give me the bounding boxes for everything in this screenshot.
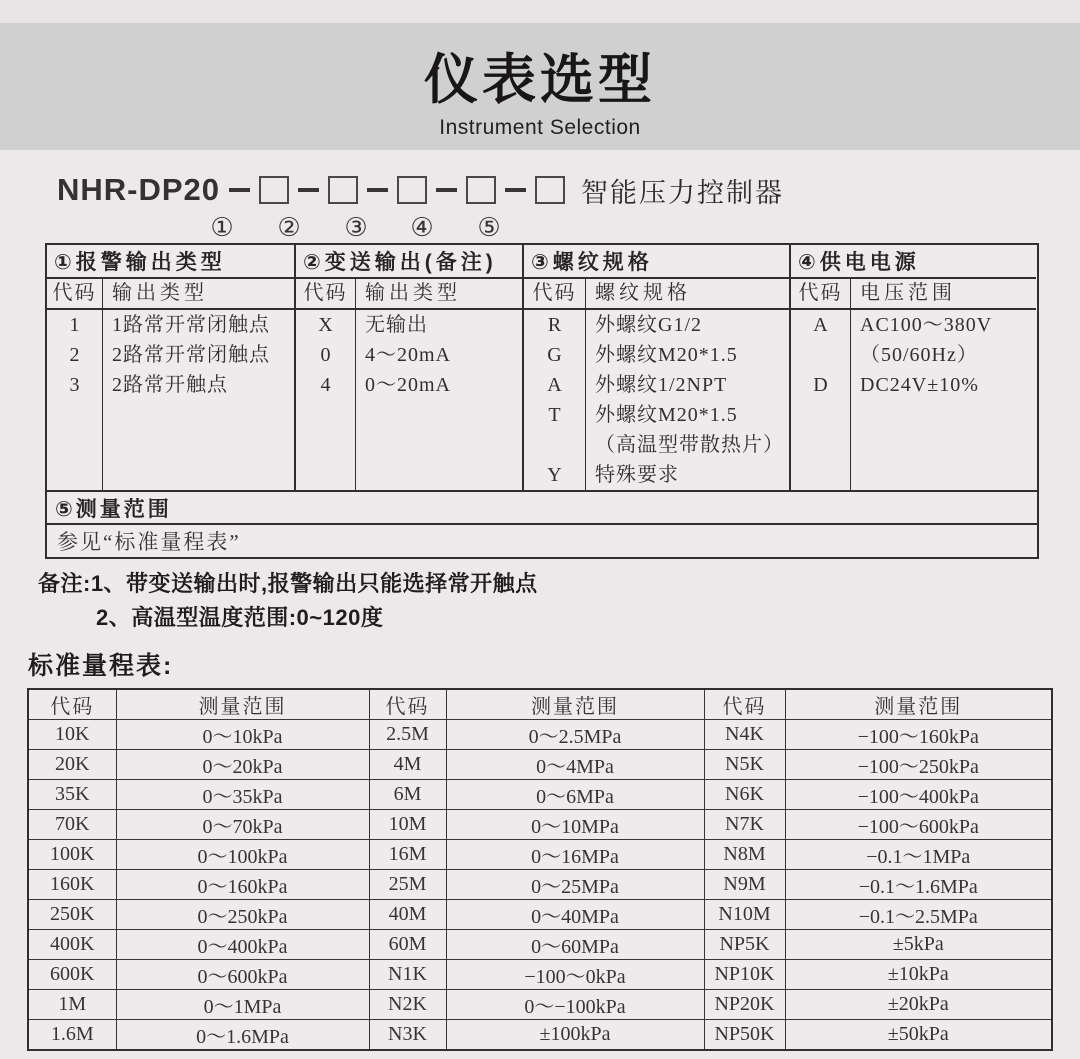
range-cell: −100～0kPa	[446, 960, 704, 990]
code-cell: 60M	[369, 930, 446, 960]
code-cell: 6M	[369, 780, 446, 810]
code-header: 代码	[28, 689, 116, 720]
code-header: 代码	[47, 279, 103, 308]
range-cell: 0～10kPa	[116, 720, 369, 750]
range-table-row	[28, 720, 1052, 750]
dash-separator	[367, 188, 388, 192]
range-cell: −0.1～1.6MPa	[785, 870, 1052, 900]
range-table-row	[28, 960, 1052, 990]
code-cell: 1.6M	[28, 1020, 116, 1051]
model-suffix: 智能压力控制器	[581, 177, 785, 208]
page-subtitle: Instrument Selection	[439, 116, 641, 139]
code-cell: 400K	[28, 930, 116, 960]
range-table-row	[28, 780, 1052, 810]
code-cell: G	[547, 344, 562, 366]
range-cell: 0～16MPa	[446, 840, 704, 870]
range-cell: 0～2.5MPa	[446, 720, 704, 750]
code-cell: 70K	[28, 810, 116, 840]
code-cell: N8M	[704, 840, 785, 870]
range-cell: 0～1.6MPa	[116, 1020, 369, 1051]
selection-column-4	[789, 245, 1036, 490]
range-cell: ±10kPa	[785, 960, 1052, 990]
model-code-box-3	[397, 176, 427, 204]
value-cells	[851, 310, 1036, 490]
range-table-row	[28, 750, 1052, 780]
dash-separator	[229, 188, 250, 192]
model-code-box-2	[328, 176, 358, 204]
code-cell: 2.5M	[369, 720, 446, 750]
range-table-row	[28, 1020, 1052, 1051]
model-prefix: NHR-DP20	[57, 172, 221, 207]
code-cell: N5K	[704, 750, 785, 780]
position-number-2: ②	[277, 212, 301, 242]
code-cells	[296, 310, 356, 490]
value-cell: 2路常开触点	[112, 374, 228, 396]
range-table-header-row	[28, 689, 1052, 720]
range-header: 测量范围	[785, 689, 1052, 720]
range-cell: −100～250kPa	[785, 750, 1052, 780]
range-cell: −100～600kPa	[785, 810, 1052, 840]
value-header: 电压范围	[860, 282, 956, 304]
code-cell: 10K	[28, 720, 116, 750]
code-cell	[791, 340, 850, 370]
range-cell: 0～40MPa	[446, 900, 704, 930]
range-cell: ±50kPa	[785, 1020, 1052, 1051]
note-line-1: 备注:1、带变送输出时,报警输出只能选择常开触点	[38, 571, 538, 596]
value-cell: 外螺纹1/2NPT	[595, 374, 728, 396]
range-table-row	[28, 990, 1052, 1020]
selection-column-3	[522, 245, 789, 490]
range-cell: 0～4MPa	[446, 750, 704, 780]
position-number-1: ①	[210, 212, 234, 242]
dash-separator	[298, 188, 319, 192]
selection-column-2	[294, 245, 522, 490]
code-cell: N4K	[704, 720, 785, 750]
column-body	[524, 310, 789, 490]
value-cell: DC24V±10%	[860, 374, 979, 396]
range-cell: −0.1～1MPa	[785, 840, 1052, 870]
code-cell: N6K	[704, 780, 785, 810]
code-header: 代码	[524, 279, 586, 308]
value-cell: 外螺纹M20*1.5	[595, 404, 738, 426]
dash-separator	[436, 188, 457, 192]
range-cell: 0～1MPa	[116, 990, 369, 1020]
range-cell: −100～400kPa	[785, 780, 1052, 810]
code-cell	[524, 430, 585, 460]
range-cell: ±5kPa	[785, 930, 1052, 960]
range-table-row	[28, 930, 1052, 960]
range-table-heading: 标准量程表:	[28, 652, 174, 680]
model-code-box-5	[535, 176, 565, 204]
range-cell: ±20kPa	[785, 990, 1052, 1020]
top-strip	[0, 0, 1080, 23]
model-code-line	[57, 170, 784, 210]
range-header: 测量范围	[446, 689, 704, 720]
value-cell: （50/60Hz）	[860, 344, 978, 366]
value-cell: 2路常开常闭触点	[112, 344, 270, 366]
range-cell: −100～160kPa	[785, 720, 1052, 750]
note-line-2: 2、高温型温度范围:0~120度	[96, 605, 384, 630]
measuring-range-row-value: 参见“标准量程表”	[47, 523, 1037, 557]
code-cell: 16M	[369, 840, 446, 870]
code-cell: 10M	[369, 810, 446, 840]
value-header: 输出类型	[112, 282, 208, 304]
column-subheader	[47, 279, 294, 310]
value-cell: AC100～380V	[860, 314, 993, 336]
value-cells	[356, 310, 522, 490]
code-cell: 35K	[28, 780, 116, 810]
range-cell: 0～250kPa	[116, 900, 369, 930]
value-cell: 特殊要求	[595, 464, 679, 486]
range-cell: 0～35kPa	[116, 780, 369, 810]
code-cell: 25M	[369, 870, 446, 900]
value-cell: （高温型带散热片）	[595, 434, 784, 456]
range-cell: 0～160kPa	[116, 870, 369, 900]
value-cell: 1路常开常闭触点	[112, 314, 270, 336]
measuring-range-row-title: ⑤测量范围	[47, 490, 1037, 523]
selection-columns	[47, 245, 1037, 490]
code-cell: X	[318, 314, 333, 336]
column-title: ④供电电源	[791, 245, 1036, 279]
value-cells	[103, 310, 294, 490]
code-cell: 160K	[28, 870, 116, 900]
column-subheader	[791, 279, 1036, 310]
range-table-row	[28, 870, 1052, 900]
value-cell: 外螺纹M20*1.5	[595, 344, 738, 366]
code-cell: NP5K	[704, 930, 785, 960]
value-cell: 无输出	[365, 314, 428, 336]
code-cell: NP10K	[704, 960, 785, 990]
code-cell: NP50K	[704, 1020, 785, 1051]
code-cell: 100K	[28, 840, 116, 870]
code-cell: N9M	[704, 870, 785, 900]
range-cell: 0～60MPa	[446, 930, 704, 960]
code-header: 代码	[704, 689, 785, 720]
code-cell: 40M	[369, 900, 446, 930]
code-cell: NP20K	[704, 990, 785, 1020]
code-cell: 2	[69, 344, 80, 366]
model-code-box-1	[259, 176, 289, 204]
value-cell: 0～20mA	[365, 374, 451, 396]
code-cell: T	[548, 404, 561, 426]
column-subheader	[524, 279, 789, 310]
code-cell: 4M	[369, 750, 446, 780]
code-cell: 250K	[28, 900, 116, 930]
position-number-5: ⑤	[477, 212, 501, 242]
range-cell: 0～−100kPa	[446, 990, 704, 1020]
code-cells	[524, 310, 586, 490]
code-cell: 1	[69, 314, 80, 336]
range-header: 测量范围	[116, 689, 369, 720]
model-code-box-4	[466, 176, 496, 204]
page-title: 仪表选型	[424, 50, 656, 110]
code-cell: 0	[320, 344, 331, 366]
range-table-row	[28, 810, 1052, 840]
code-cell: R	[547, 314, 562, 336]
selection-table	[45, 243, 1039, 559]
column-subheader	[296, 279, 522, 310]
code-cell: 600K	[28, 960, 116, 990]
column-title: ②变送输出(备注)	[296, 245, 522, 279]
value-header: 输出类型	[365, 282, 461, 304]
code-cell: N7K	[704, 810, 785, 840]
position-number-3: ③	[344, 212, 368, 242]
code-cells	[47, 310, 103, 490]
code-cell: Y	[547, 464, 562, 486]
range-cell: 0～6MPa	[446, 780, 704, 810]
code-cell: 1M	[28, 990, 116, 1020]
column-title: ①报警输出类型	[47, 245, 294, 279]
range-cell: 0～25MPa	[446, 870, 704, 900]
code-cell: A	[813, 314, 828, 336]
position-number-row	[0, 212, 1080, 242]
code-cell: A	[547, 374, 562, 396]
range-table-row	[28, 840, 1052, 870]
range-cell: 0～10MPa	[446, 810, 704, 840]
column-body	[791, 310, 1036, 490]
code-cell: 20K	[28, 750, 116, 780]
value-cell: 外螺纹G1/2	[595, 314, 702, 336]
value-cell: 4～20mA	[365, 344, 451, 366]
dash-separator	[505, 188, 526, 192]
code-cell: N1K	[369, 960, 446, 990]
code-cells	[791, 310, 851, 490]
range-cell: 0～70kPa	[116, 810, 369, 840]
code-cell: 4	[320, 374, 331, 396]
range-cell: 0～20kPa	[116, 750, 369, 780]
column-body	[47, 310, 294, 490]
code-cell: D	[813, 374, 828, 396]
code-header: 代码	[296, 279, 356, 308]
range-cell: −0.1～2.5MPa	[785, 900, 1052, 930]
code-cell: N2K	[369, 990, 446, 1020]
selection-column-1	[47, 245, 294, 490]
title-band	[0, 23, 1080, 150]
column-body	[296, 310, 522, 490]
code-header: 代码	[791, 279, 851, 308]
value-header: 螺纹规格	[595, 282, 691, 304]
standard-range-table	[27, 688, 1051, 1051]
range-cell: 0～600kPa	[116, 960, 369, 990]
code-cell: N10M	[704, 900, 785, 930]
range-cell: 0～100kPa	[116, 840, 369, 870]
position-number-4: ④	[410, 212, 434, 242]
code-cell: N3K	[369, 1020, 446, 1051]
range-cell: 0～400kPa	[116, 930, 369, 960]
value-cells	[586, 310, 789, 490]
range-table-row	[28, 900, 1052, 930]
range-cell: ±100kPa	[446, 1020, 704, 1051]
code-header: 代码	[369, 689, 446, 720]
column-title: ③螺纹规格	[524, 245, 789, 279]
code-cell: 3	[69, 374, 80, 396]
